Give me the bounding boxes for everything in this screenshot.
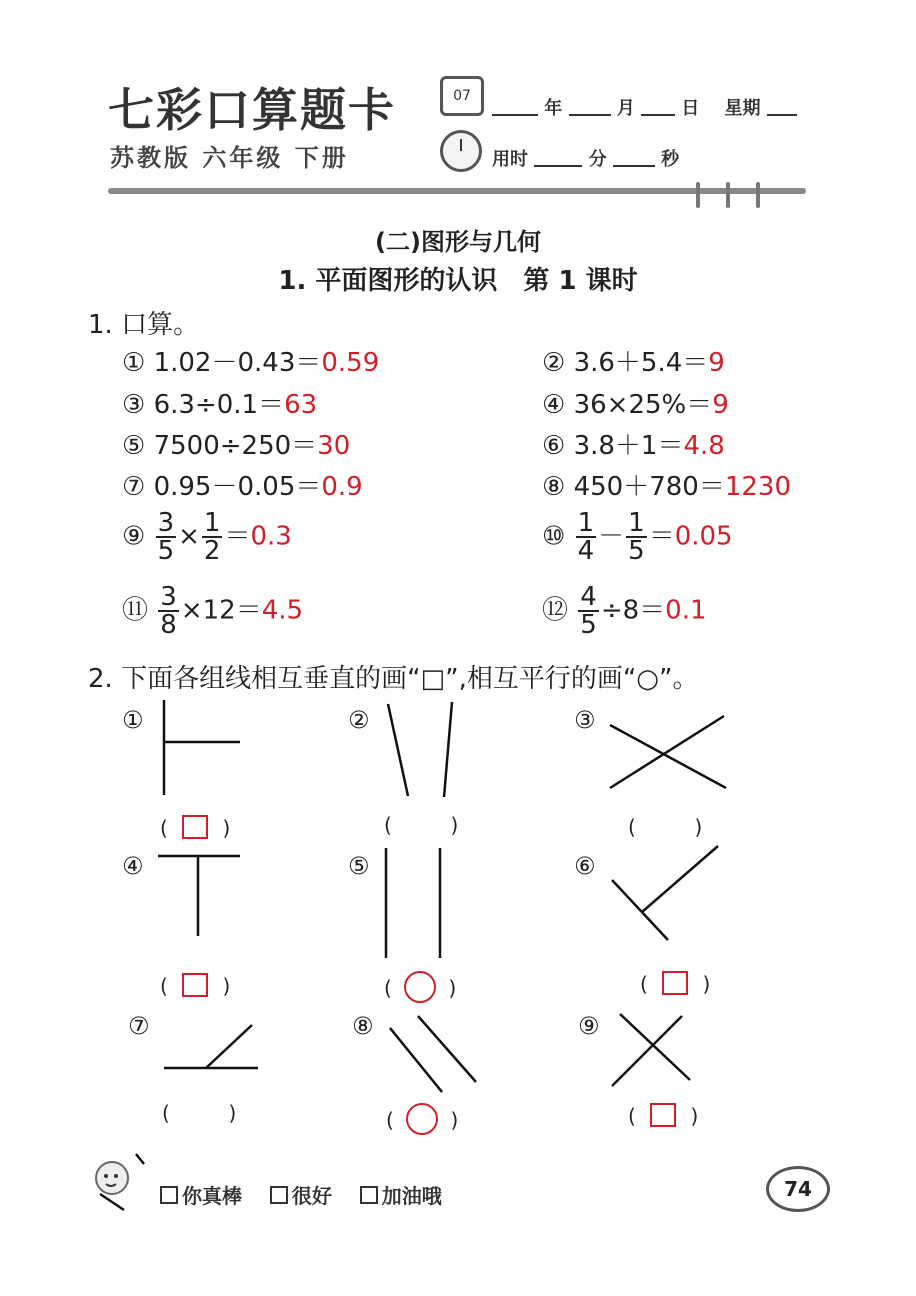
fig9-line-a xyxy=(612,1016,682,1086)
figure-label-8: ⑧ xyxy=(352,1012,374,1040)
calc-item-2: ② 3.6＋5.4＝9 xyxy=(542,348,725,378)
answer-slot-8[interactable]: ( ) xyxy=(386,1103,458,1135)
calc-item-11: ⑪ $\frac{3}{8}$ ×12＝4.5 xyxy=(122,582,304,640)
answer: 63 xyxy=(284,390,318,420)
calendar-day: 07 xyxy=(453,88,471,104)
calc-item-3: ③ 6.3÷0.1＝63 xyxy=(122,390,318,420)
calc-item-5: ⑤ 7500÷250＝30 xyxy=(122,431,351,461)
circle-mark xyxy=(404,971,436,1003)
fig6-line-a xyxy=(612,880,668,940)
checkbox-icon xyxy=(360,1186,378,1204)
fig9-line-b xyxy=(620,1014,690,1080)
figure-label-1: ① xyxy=(122,706,144,734)
answer: 9 xyxy=(708,348,725,378)
mascot-icon xyxy=(84,1150,154,1220)
self-evaluation xyxy=(160,1180,442,1209)
fig6-line-b xyxy=(642,846,718,912)
answer: 4.5 xyxy=(261,595,304,626)
answer: 4.8 xyxy=(683,431,725,461)
calc-item-4: ④ 36×25%＝9 xyxy=(542,390,729,420)
fig8-line-a xyxy=(390,1028,442,1092)
figure-label-9: ⑨ xyxy=(578,1012,600,1040)
lesson-title: 1. 平面图形的认识 第 1 课时 xyxy=(278,266,638,296)
square-mark xyxy=(662,971,688,995)
question-1-title: 1. 口算。 xyxy=(88,310,200,340)
date-day-label: 日 xyxy=(681,98,700,119)
option-good[interactable]: 很好 xyxy=(270,1184,332,1208)
answer-slot-6[interactable]: ( ) xyxy=(640,972,711,996)
figure-label-7: ⑦ xyxy=(128,1012,150,1040)
checkbox-icon xyxy=(270,1186,288,1204)
answer: 0.05 xyxy=(674,521,733,552)
date-year-label: 年 xyxy=(544,98,563,119)
figure-label-6: ⑥ xyxy=(574,852,596,880)
fig7-line-b xyxy=(206,1025,252,1068)
calc-item-9: ⑨ $\frac{3}{5}$ × $\frac{1}{2}$ ＝0.3 xyxy=(122,508,292,566)
answer-slot-5[interactable]: ( ) xyxy=(384,971,456,1003)
answer: 0.1 xyxy=(665,595,707,626)
answer-slot-1[interactable]: ( ) xyxy=(160,816,231,840)
answer: 9 xyxy=(712,390,729,420)
time-sec-label: 秒 xyxy=(661,149,680,170)
calc-item-1: ① 1.02－0.43＝0.59 xyxy=(122,348,380,378)
option-try-harder[interactable]: 加油哦 xyxy=(360,1184,442,1208)
calc-item-7: ⑦ 0.95－0.05＝0.9 xyxy=(122,472,363,502)
fig2-line-a xyxy=(388,704,408,796)
circle-mark xyxy=(406,1103,438,1135)
fig2-line-b xyxy=(444,702,452,797)
answer: 0.3 xyxy=(250,521,292,552)
option-great[interactable]: 你真棒 xyxy=(160,1184,242,1208)
date-month-label: 月 xyxy=(616,98,635,119)
calc-item-6: ⑥ 3.8＋1＝4.8 xyxy=(542,431,725,461)
calc-item-10: ⑩ $\frac{1}{4}$ － $\frac{1}{5}$ ＝0.05 xyxy=(542,508,733,566)
answer: 0.59 xyxy=(321,348,380,378)
square-mark xyxy=(650,1103,676,1127)
date-week-label: 星期 xyxy=(724,98,761,119)
figure-label-5: ⑤ xyxy=(348,852,370,880)
answer-slot-9[interactable]: ( ) xyxy=(628,1104,699,1128)
question-2-title: 2. 下面各组线相互垂直的画“□”,相互平行的画“○”。 xyxy=(88,664,699,694)
figure-label-2: ② xyxy=(348,706,370,734)
answer: 0.9 xyxy=(321,472,363,502)
square-mark xyxy=(182,973,208,997)
calc-item-12: ⑫ $\frac{4}{5}$ ÷8＝0.1 xyxy=(542,582,707,640)
figure-label-4: ④ xyxy=(122,852,144,880)
page-number: 74 xyxy=(766,1166,830,1212)
book-edition: 苏教版 六年级 下册 xyxy=(110,144,349,172)
figure-label-3: ③ xyxy=(574,706,596,734)
chapter-title: (二)图形与几何 xyxy=(375,228,541,256)
fig3-line-a xyxy=(610,725,726,788)
answer-slot-2[interactable]: ( ) xyxy=(384,813,459,837)
book-brand-title: 七彩口算题卡 xyxy=(108,83,396,137)
answer-slot-4[interactable]: ( ) xyxy=(160,974,231,998)
checkbox-icon xyxy=(160,1186,178,1204)
answer-slot-3[interactable]: ( ) xyxy=(628,815,703,839)
answer: 30 xyxy=(317,431,351,461)
calc-item-8: ⑧ 450＋780＝1230 xyxy=(542,472,792,502)
square-mark xyxy=(182,815,208,839)
answer-slot-7[interactable]: ( ) xyxy=(162,1101,237,1125)
answer: 1230 xyxy=(724,472,792,502)
time-used-label: 用时 xyxy=(492,149,528,170)
time-min-label: 分 xyxy=(588,149,607,170)
